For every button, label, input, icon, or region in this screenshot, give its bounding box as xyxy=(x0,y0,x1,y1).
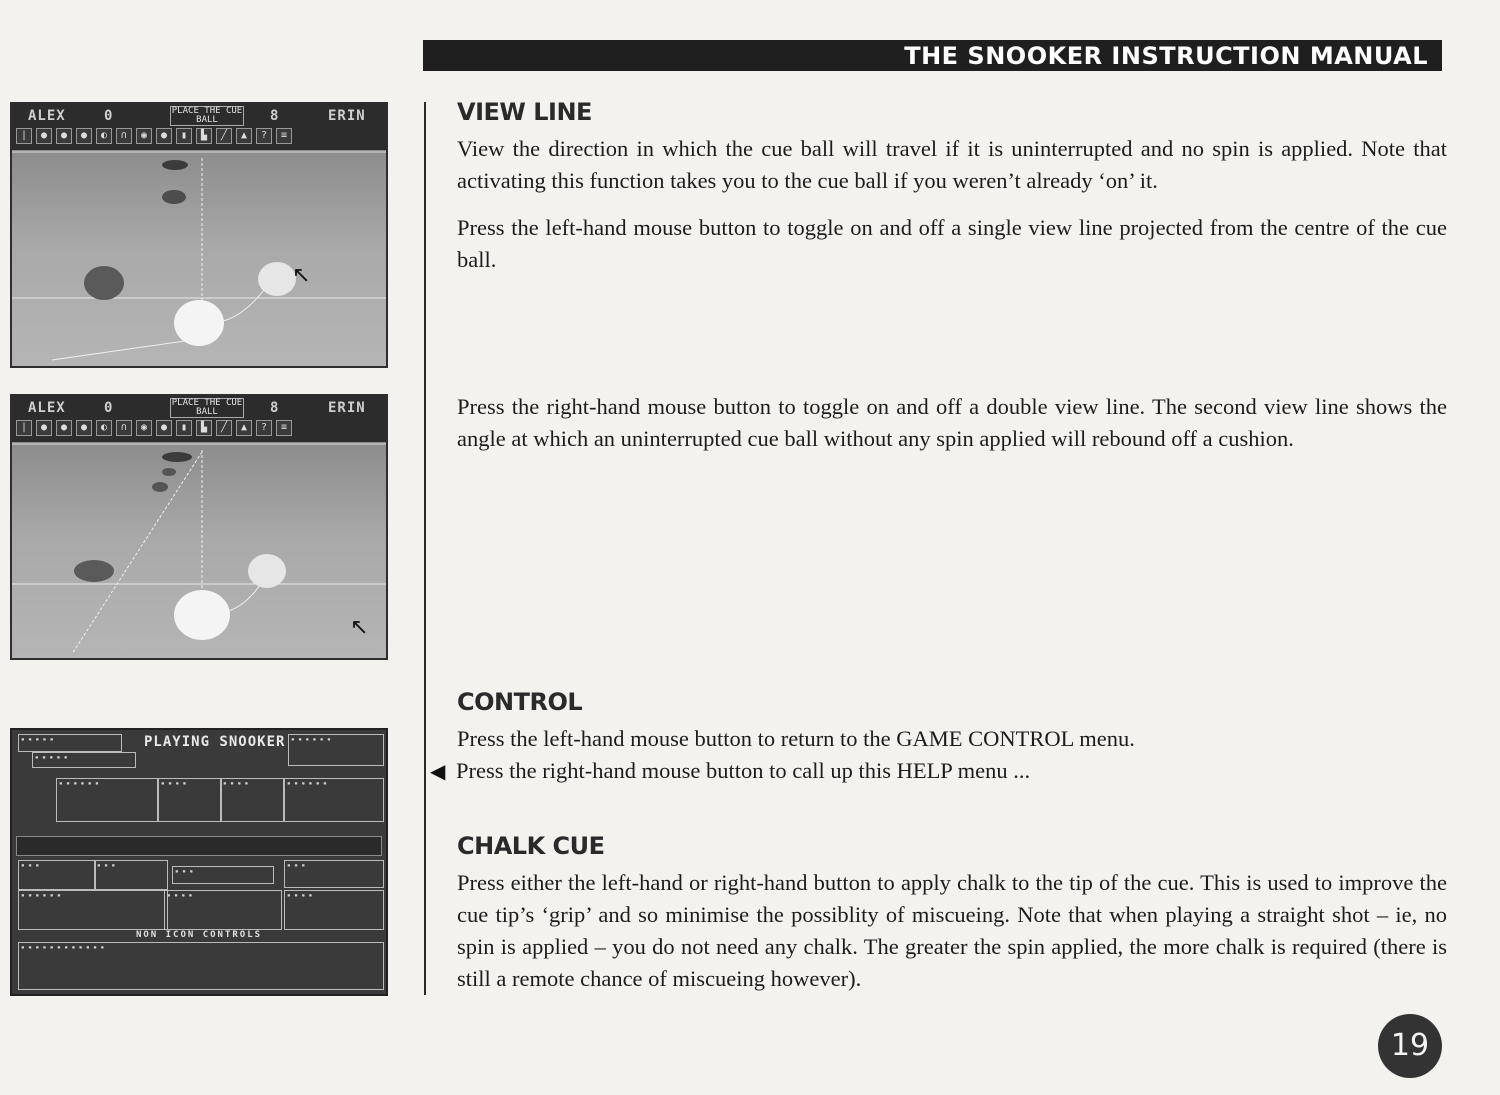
player2-score: 8 xyxy=(270,108,279,124)
help-panel: ▪ ▪ ▪ ▪ xyxy=(164,890,282,930)
help-panel: ▪ ▪ ▪ ▪ ▪ xyxy=(32,752,136,768)
player1-name: ALEX xyxy=(28,400,66,416)
header-bar xyxy=(423,40,1442,71)
column-divider xyxy=(424,102,426,995)
player2-name: ERIN xyxy=(328,400,366,416)
help-panel: ▪ ▪ ▪ xyxy=(94,860,168,890)
player1-score: 0 xyxy=(104,108,113,124)
chalk-icon: ▮ xyxy=(176,128,192,144)
control-line-2: Press the right-hand mouse button to call up this HELP menu ... xyxy=(456,758,1031,783)
snooker-table xyxy=(12,150,386,366)
rest-icon: ∩ xyxy=(116,420,132,436)
red-ball xyxy=(162,190,186,204)
icon-toolbar xyxy=(16,420,382,438)
view-line-paragraph-3: Press the right-hand mouse button to toggle on and off a double view line. The second view line shows the angle at which an uninterrupted cue ball without any spin applied will rebound off a cushion. xyxy=(457,394,1447,451)
view-line-icon: ╱ xyxy=(216,128,232,144)
help-panel: ▪ ▪ ▪ ▪ xyxy=(284,890,384,930)
spin-icon: ● xyxy=(36,128,52,144)
ball-icon: ◐ xyxy=(96,128,112,144)
place-cue-ball-label: PLACE THE CUE BALL xyxy=(171,106,243,125)
help-panel: ▪ ▪ ▪ xyxy=(284,860,384,888)
section-heading-control: CONTROL xyxy=(457,688,583,716)
table-icon: ▙ xyxy=(196,420,212,436)
help-panel: ▪ ▪ ▪ ▪ ▪ xyxy=(18,734,122,752)
camera-icon: ▲ xyxy=(236,128,252,144)
help-panel: ▪ ▪ ▪ ▪ ▪ ▪ xyxy=(56,778,158,822)
player2-name: ERIN xyxy=(328,108,366,124)
help-panel: ▪ ▪ ▪ ▪ xyxy=(220,778,284,822)
red-ball xyxy=(152,482,168,492)
white-ball xyxy=(248,554,286,588)
ball-icon: ● xyxy=(56,420,72,436)
ball-icon: ● xyxy=(56,128,72,144)
ball-icon: ● xyxy=(76,420,92,436)
manual-title: THE SNOOKER INSTRUCTION MANUAL xyxy=(904,42,1428,70)
help-panel: ▪ ▪ ▪ xyxy=(18,860,96,890)
screenshot-double-view-line xyxy=(10,394,388,660)
dark-ball xyxy=(84,266,124,300)
help-panel: ▪ ▪ ▪ xyxy=(172,866,274,884)
non-icon-controls-label: NON ICON CONTROLS xyxy=(135,930,263,940)
view-icon: ◉ xyxy=(136,420,152,436)
cue-ball xyxy=(174,590,230,640)
player1-score: 0 xyxy=(104,400,113,416)
chalk-icon: ▮ xyxy=(176,420,192,436)
place-cue-ball-label: PLACE THE CUE BALL xyxy=(171,398,243,417)
player1-name: ALEX xyxy=(28,108,66,124)
snooker-table xyxy=(12,442,386,658)
help-icon: ? xyxy=(256,128,272,144)
game-hud xyxy=(12,396,386,442)
mouse-cursor-icon: ↖ xyxy=(350,614,369,639)
menu-icon: ≡ xyxy=(276,128,292,144)
view-icon: ◉ xyxy=(136,128,152,144)
camera-icon: ▲ xyxy=(236,420,252,436)
menu-icon: ≡ xyxy=(276,420,292,436)
cue-ball xyxy=(174,300,224,346)
help-title: PLAYING SNOOKER xyxy=(144,734,286,750)
white-ball xyxy=(258,262,296,296)
section-heading-chalk-cue: CHALK CUE xyxy=(457,832,605,860)
dark-ball xyxy=(74,560,114,582)
ball-icon: ● xyxy=(156,420,172,436)
help-panel: ▪ ▪ ▪ ▪ ▪ ▪ ▪ ▪ ▪ ▪ ▪ ▪ xyxy=(18,942,384,990)
mouse-cursor-icon: ↖ xyxy=(292,262,311,287)
control-line-2-row xyxy=(430,755,1430,788)
view-line-paragraph-1: View the direction in which the cue ball will travel if it is uninterrupted and no spin is applied. Note that activating this function takes you to the cue ball if you weren’t already ‘on’ it. xyxy=(457,136,1447,193)
control-line-1: Press the left-hand mouse button to return to the GAME CONTROL menu. xyxy=(457,726,1135,751)
help-icon: ? xyxy=(256,420,272,436)
cue-icon: | xyxy=(16,128,32,144)
view-line-paragraph-2: Press the left-hand mouse button to toggle on and off a single view line projected from the centre of the cue ball. xyxy=(457,215,1447,272)
help-panel: ▪ ▪ ▪ ▪ ▪ ▪ xyxy=(18,890,168,930)
icon-toolbar xyxy=(16,836,382,856)
table-icon: ▙ xyxy=(196,128,212,144)
game-hud xyxy=(12,104,386,150)
spin-icon: ● xyxy=(36,420,52,436)
pocket-ball xyxy=(162,452,192,462)
view-line-icon: ╱ xyxy=(216,420,232,436)
pocket-ball xyxy=(162,160,188,170)
rest-icon: ∩ xyxy=(116,128,132,144)
ball-icon: ● xyxy=(156,128,172,144)
screenshot-help-menu xyxy=(10,728,388,996)
chalk-cue-paragraph: Press either the left-hand or right-hand button to apply chalk to the tip of the cue. This is used to improve the cue tip’s ‘grip’ and so minimise the possiblity of miscueing. Note that when playing a straight shot – ie, no spin is applied – you do not need any chalk. The greater the spin applied, the more chalk is required (there is still a remote chance of miscueing however). xyxy=(457,870,1447,991)
icon-toolbar xyxy=(16,128,382,146)
section-heading-view-line: VIEW LINE xyxy=(457,98,592,126)
ball-icon: ● xyxy=(76,128,92,144)
screenshot-single-view-line xyxy=(10,102,388,368)
ball-icon: ◐ xyxy=(96,420,112,436)
player2-score: 8 xyxy=(270,400,279,416)
cue-icon: | xyxy=(16,420,32,436)
pointer-arrow-icon: ◀ xyxy=(430,761,446,783)
help-panel: ▪ ▪ ▪ ▪ ▪ ▪ xyxy=(284,778,384,822)
help-panel: ▪ ▪ ▪ ▪ xyxy=(158,778,222,822)
help-panel: ▪ ▪ ▪ ▪ ▪ ▪ xyxy=(288,734,384,766)
red-ball xyxy=(162,468,176,476)
page-number: 19 xyxy=(1378,1014,1442,1078)
